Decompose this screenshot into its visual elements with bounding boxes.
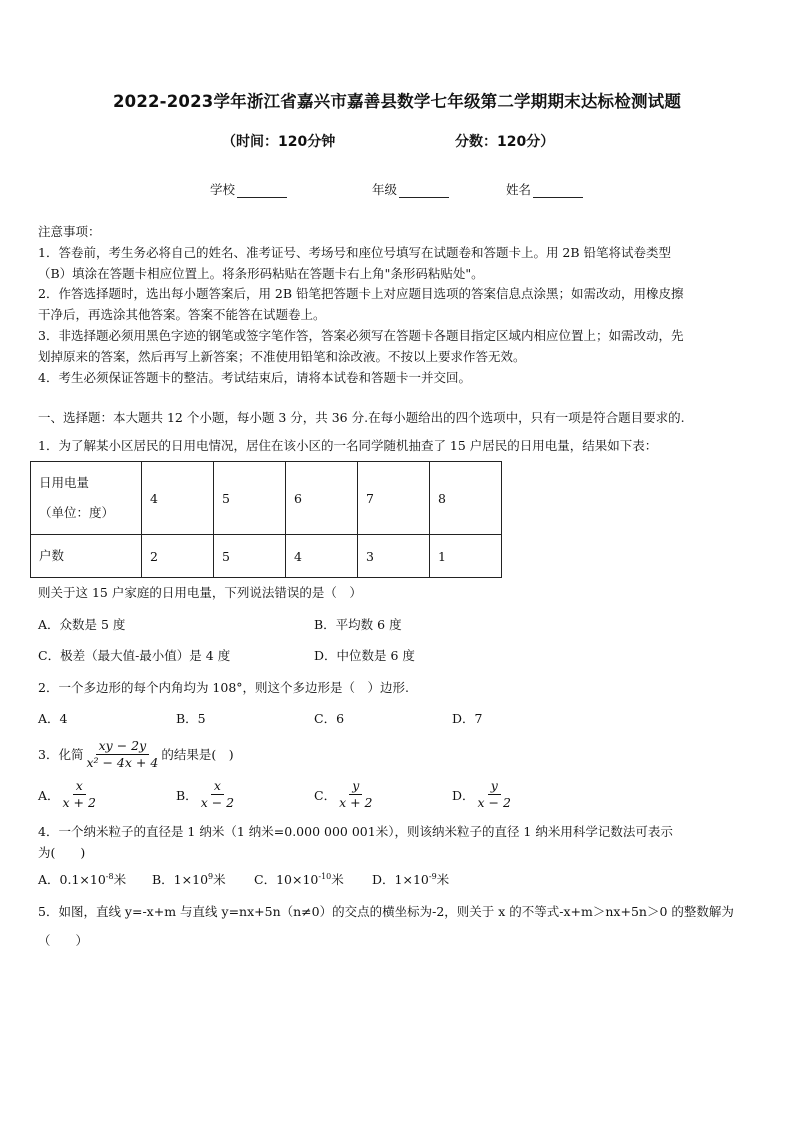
- notice-line: 4．考生必须保证答题卡的整洁。考试结束后，请将本试卷和答题卡一并交回。: [38, 369, 471, 385]
- option-label: C．: [314, 787, 337, 803]
- q3-prefix: 3．化简: [38, 746, 84, 762]
- option-label: B．: [176, 787, 198, 803]
- q1-option-c[interactable]: C．极差（最大值-最小值）是 4 度: [38, 648, 231, 663]
- q3-option-a[interactable]: [38, 778, 99, 811]
- table-header-usage: [31, 462, 142, 535]
- option-exponent: -9: [428, 871, 437, 881]
- notice-line: （B）填涂在答题卡相应位置上。将条形码粘贴在答题卡右上角"条形码粘贴处"。: [38, 265, 484, 281]
- q2-option-c[interactable]: C．6: [314, 711, 345, 726]
- option-base: D．1×10: [372, 872, 429, 887]
- header-usage-line2: （单位：度）: [39, 505, 115, 520]
- table-cell: 2: [142, 535, 214, 578]
- option-unit: 米: [436, 872, 450, 887]
- table-cell: 7: [358, 462, 430, 535]
- q4-option-d[interactable]: [372, 870, 449, 888]
- table-cell: 1: [430, 535, 502, 578]
- option-numerator: y: [349, 778, 362, 795]
- option-exponent: -8: [105, 871, 114, 881]
- option-label: A．: [38, 787, 60, 803]
- q4-option-b[interactable]: [152, 870, 226, 888]
- q2-option-b[interactable]: B．5: [176, 711, 206, 726]
- q3-stem: [38, 738, 758, 771]
- option-unit: 米: [213, 872, 226, 887]
- option-exponent: -10: [318, 871, 332, 881]
- table-cell: 8: [430, 462, 502, 535]
- option-numerator: x: [211, 778, 224, 795]
- option-denominator: x − 2: [200, 795, 235, 810]
- q4-option-a[interactable]: [38, 870, 126, 888]
- table-row: [31, 535, 502, 578]
- q1-stem: 1．为了解某小区居民的日用电情况，居住在该小区的一名同学随机抽查了 15 户居民的日用电量，结果如下表：: [38, 438, 658, 453]
- notice-line: 2．作答选择题时，选出每小题答案后，用 2B 铅笔把答题卡上对应题目选项的答案信息点涂黑；如需改动，用橡皮擦: [38, 286, 684, 302]
- grade-label: 年级: [372, 182, 398, 197]
- option-fraction: [475, 778, 514, 811]
- q5-stem-line1: 5．如图，直线 y=-x+m 与直线 y=nx+5n（n≠0）的交点的横坐标为-2，则关于 x 的不等式-x+m＞nx+5n＞0 的整数解为: [38, 904, 734, 919]
- grade-field[interactable]: [372, 180, 449, 198]
- option-exponent: 9: [208, 871, 214, 881]
- q1-option-a[interactable]: A．众数是 5 度: [38, 617, 126, 632]
- name-blank[interactable]: [533, 184, 583, 198]
- q2-stem: 2．一个多边形的每个内角均为 108°，则这个多边形是（ ）边形.: [38, 680, 410, 695]
- table-header-households: 户数: [31, 535, 142, 578]
- q4-stem-line2: 为( ): [38, 845, 86, 860]
- option-denominator: x + 2: [339, 795, 373, 810]
- q3-option-b[interactable]: [176, 778, 237, 811]
- notice-line: 划掉原来的答案，然后再写上新答案；不准使用铅笔和涂改液。不按以上要求作答无效。: [38, 348, 526, 364]
- name-field[interactable]: [506, 180, 583, 198]
- option-numerator: x: [73, 778, 86, 795]
- option-denominator: x + 2: [62, 795, 96, 810]
- notice-heading: 注意事项：: [38, 224, 101, 239]
- notice-line: 3．非选择题必须用黑色字迹的钢笔或签字笔作答，答案必须写在答题卡各题目指定区域内相应位置上；如需改动，先: [38, 327, 684, 343]
- q4-stem-line1: 4．一个纳米粒子的直径是 1 纳米（1 纳米=0.000 000 001米），则该纳米粒子的直径 1 纳米用科学记数法可表示: [38, 824, 673, 839]
- option-fraction: [198, 778, 237, 811]
- table-cell: 6: [286, 462, 358, 535]
- table-cell: 4: [142, 462, 214, 535]
- page-title: 2022-2023学年浙江省嘉兴市嘉善县数学七年级第二学期期末达标检测试题: [112, 92, 682, 111]
- option-base: A．0.1×10: [38, 872, 106, 887]
- option-base: B．1×10: [152, 872, 209, 887]
- q3-fraction: [83, 738, 161, 771]
- option-unit: 米: [331, 872, 344, 887]
- school-label: 学校: [210, 182, 236, 197]
- name-label: 姓名: [506, 182, 532, 197]
- q4-option-c[interactable]: [254, 870, 344, 888]
- q3-numerator: xy − 2y: [96, 738, 150, 755]
- option-denominator: x − 2: [477, 795, 511, 810]
- table-cell: 5: [214, 535, 286, 578]
- q2-option-a[interactable]: A．4: [38, 711, 68, 726]
- option-unit: 米: [113, 872, 127, 887]
- q1-option-b[interactable]: B．平均数 6 度: [314, 617, 402, 632]
- school-field[interactable]: [210, 180, 287, 198]
- q5-stem-line2: （ ）: [38, 933, 89, 948]
- notice-line: 干净后，再选涂其他答案。答案不能答在试题卷上。: [38, 307, 326, 323]
- exam-time: （时间：120分钟: [222, 134, 336, 150]
- q3-suffix: 的结果是( ): [161, 746, 234, 762]
- table-row: [31, 462, 502, 535]
- table-cell: 3: [358, 535, 430, 578]
- table-cell: 5: [214, 462, 286, 535]
- q3-option-d[interactable]: [452, 778, 514, 811]
- notice-line: 1．答卷前，考生务必将自己的姓名、准考证号、考场号和座位号填写在试题卷和答题卡上。用 2B 铅笔将试卷类型: [38, 244, 672, 260]
- section-heading: 一、选择题：本大题共 12 个小题，每小题 3 分，共 36 分.在每小题给出的四个选项中，只有一项是符合题目要求的.: [38, 410, 685, 425]
- header-usage-line1: 日用电量: [39, 475, 90, 490]
- exam-score: 分数：120分）: [455, 134, 555, 150]
- q3-denominator: x² − 4x + 4: [86, 755, 159, 770]
- option-fraction: [336, 778, 375, 811]
- option-fraction: [60, 778, 99, 811]
- q1-ask: 则关于这 15 户家庭的日用电量，下列说法错误的是（ ）: [38, 585, 362, 600]
- table-cell: 4: [286, 535, 358, 578]
- q1-option-d[interactable]: D．中位数是 6 度: [314, 648, 415, 663]
- grade-blank[interactable]: [399, 184, 449, 198]
- q3-option-c[interactable]: [314, 778, 376, 811]
- option-numerator: y: [488, 778, 501, 795]
- option-label: D．: [452, 787, 475, 803]
- school-blank[interactable]: [237, 184, 287, 198]
- q2-option-d[interactable]: D．7: [452, 711, 483, 726]
- option-base: C．10×10: [254, 872, 319, 887]
- q1-table: [30, 461, 502, 578]
- notice-block: [38, 222, 758, 388]
